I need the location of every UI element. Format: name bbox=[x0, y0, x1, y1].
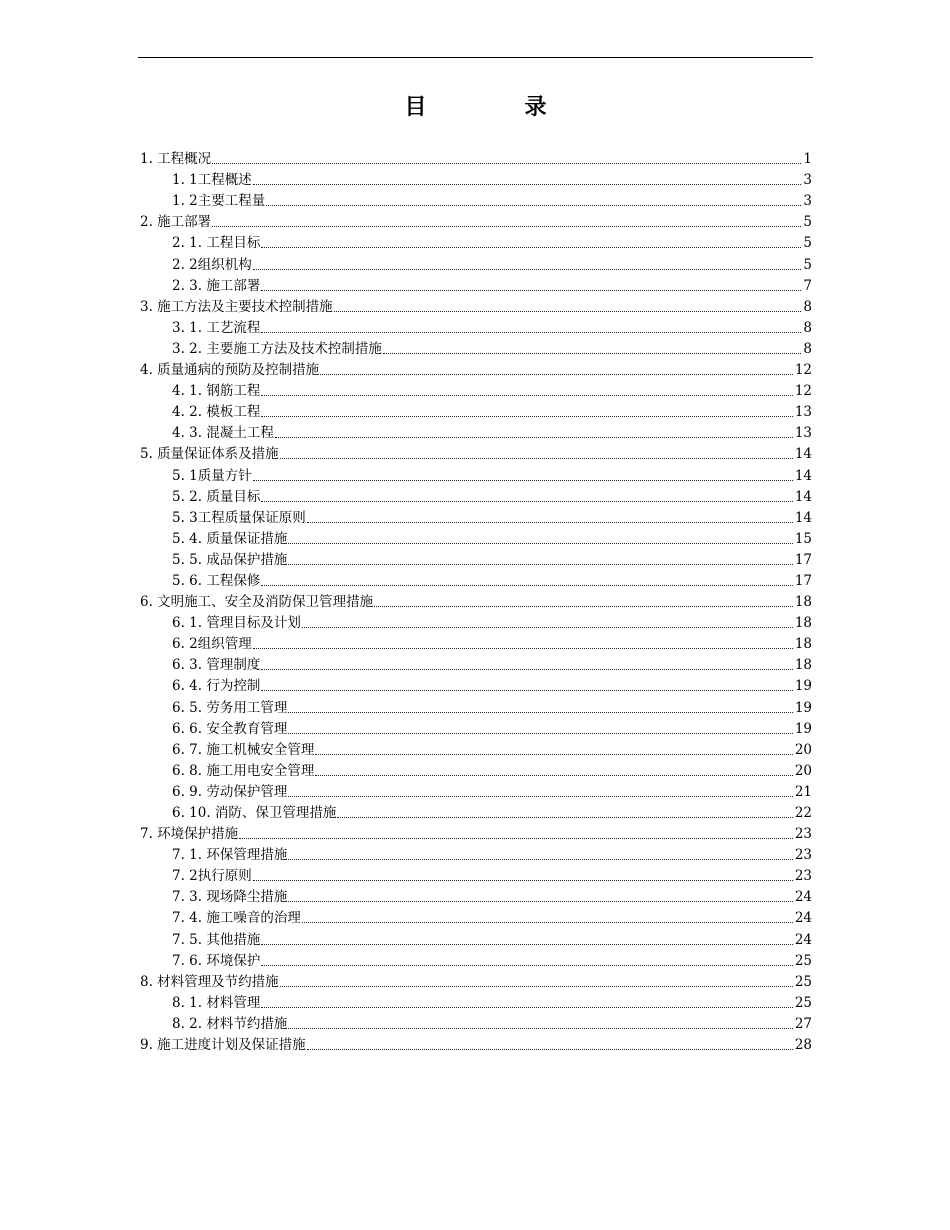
toc-entry-page-number: 13 bbox=[794, 404, 812, 421]
toc-entry[interactable] bbox=[140, 822, 812, 843]
toc-entry-label: 6. 5. 劳务用工管理 bbox=[172, 699, 288, 716]
toc-entry-label: 7. 4. 施工噪音的治理 bbox=[172, 910, 301, 927]
toc-dot-leader bbox=[266, 205, 801, 206]
toc-entry-page-number: 12 bbox=[794, 362, 812, 379]
toc-entry-label: 5. 5. 成品保护措施 bbox=[172, 551, 288, 568]
toc-entry-page-number: 23 bbox=[794, 868, 812, 885]
toc-entry[interactable] bbox=[140, 442, 812, 463]
toc-dot-leader bbox=[320, 374, 793, 375]
toc-entry-page-number: 14 bbox=[794, 467, 812, 484]
toc-entry[interactable] bbox=[140, 337, 812, 358]
toc-entry-page-number: 19 bbox=[794, 678, 812, 695]
toc-entry[interactable] bbox=[140, 864, 812, 885]
toc-entry-label: 6. 6. 安全教育管理 bbox=[172, 720, 288, 737]
toc-entry-page-number: 13 bbox=[794, 425, 812, 442]
toc-dot-leader bbox=[374, 606, 793, 607]
toc-dot-leader bbox=[261, 332, 801, 333]
toc-entry[interactable] bbox=[140, 717, 812, 738]
toc-dot-leader bbox=[280, 458, 793, 459]
toc-entry-label: 1. 2主要工程量 bbox=[172, 193, 266, 210]
toc-entry[interactable] bbox=[140, 590, 812, 611]
toc-entry-label: 8. 材料管理及节约措施 bbox=[140, 973, 279, 990]
toc-entry[interactable] bbox=[140, 231, 812, 252]
toc-entry-label: 1. 工程概况 bbox=[140, 151, 212, 168]
toc-entry-label: 5. 3工程质量保证原则 bbox=[172, 509, 306, 526]
toc-entry-page-number: 25 bbox=[794, 952, 812, 969]
toc-entry-page-number: 17 bbox=[794, 572, 812, 589]
toc-dot-leader bbox=[288, 712, 792, 713]
toc-entry-page-number: 14 bbox=[794, 509, 812, 526]
toc-entry-page-number: 3 bbox=[803, 193, 812, 210]
toc-entry[interactable] bbox=[140, 421, 812, 442]
toc-entry[interactable] bbox=[140, 210, 812, 231]
toc-entry[interactable] bbox=[140, 147, 812, 168]
toc-entry[interactable] bbox=[140, 780, 812, 801]
toc-entry-label: 5. 6. 工程保修 bbox=[172, 572, 261, 589]
toc-entry-label: 4. 质量通病的预防及控制措施 bbox=[140, 362, 320, 379]
toc-entry[interactable] bbox=[140, 1033, 812, 1054]
toc-entry-label: 6. 7. 施工机械安全管理 bbox=[172, 741, 315, 758]
toc-dot-leader bbox=[315, 754, 792, 755]
toc-dot-leader bbox=[288, 901, 792, 902]
toc-dot-leader bbox=[261, 290, 801, 291]
toc-dot-leader bbox=[288, 1028, 792, 1029]
toc-entry-page-number: 8 bbox=[803, 298, 812, 315]
toc-entry-label: 7. 2执行原则 bbox=[172, 868, 252, 885]
toc-entry[interactable] bbox=[140, 189, 812, 210]
toc-entry[interactable] bbox=[140, 759, 812, 780]
toc-dot-leader bbox=[261, 585, 792, 586]
toc-entry[interactable] bbox=[140, 927, 812, 948]
toc-entry-label: 2. 施工部署 bbox=[140, 214, 212, 231]
toc-entry[interactable] bbox=[140, 801, 812, 822]
toc-entry-page-number: 22 bbox=[794, 805, 812, 821]
table-of-contents bbox=[140, 147, 812, 1054]
toc-entry[interactable] bbox=[140, 885, 812, 906]
toc-entry[interactable] bbox=[140, 843, 812, 864]
toc-entry-label: 6. 2组织管理 bbox=[172, 636, 252, 653]
toc-entry-page-number: 18 bbox=[794, 594, 812, 611]
toc-entry-label: 7. 5. 其他措施 bbox=[172, 931, 261, 948]
toc-dot-leader bbox=[302, 922, 793, 923]
toc-entry[interactable] bbox=[140, 653, 812, 674]
toc-entry-page-number: 14 bbox=[794, 446, 812, 463]
toc-entry[interactable] bbox=[140, 379, 812, 400]
toc-entry[interactable] bbox=[140, 949, 812, 970]
toc-entry-page-number: 18 bbox=[794, 657, 812, 674]
toc-entry-label: 4. 1. 钢筋工程 bbox=[172, 383, 261, 400]
toc-entry[interactable] bbox=[140, 548, 812, 569]
toc-entry-page-number: 5 bbox=[803, 256, 812, 273]
toc-entry-label: 7. 环境保护措施 bbox=[140, 826, 239, 843]
toc-entry-page-number: 18 bbox=[794, 636, 812, 653]
toc-entry-label: 5. 2. 质量目标 bbox=[172, 488, 261, 505]
toc-entry-label: 7. 3. 现场降尘措施 bbox=[172, 889, 288, 906]
toc-entry-page-number: 5 bbox=[803, 235, 812, 252]
toc-entry-page-number: 24 bbox=[794, 910, 812, 927]
toc-dot-leader bbox=[302, 627, 793, 628]
toc-entry[interactable] bbox=[140, 970, 812, 991]
toc-entry-label: 4. 2. 模板工程 bbox=[172, 404, 261, 421]
toc-entry[interactable] bbox=[140, 358, 812, 379]
toc-entry[interactable] bbox=[140, 316, 812, 337]
toc-entry-page-number: 24 bbox=[794, 931, 812, 948]
toc-entry-page-number: 24 bbox=[794, 889, 812, 906]
toc-dot-leader bbox=[334, 311, 802, 312]
toc-dot-leader bbox=[261, 965, 792, 966]
toc-entry-page-number: 15 bbox=[794, 530, 812, 547]
toc-entry-page-number: 20 bbox=[794, 762, 812, 779]
toc-entry-label: 7. 6. 环境保护 bbox=[172, 952, 261, 969]
toc-entry-page-number: 28 bbox=[794, 1037, 812, 1054]
toc-entry-page-number: 19 bbox=[794, 720, 812, 737]
toc-dot-leader bbox=[253, 480, 793, 481]
page-title: 目 录 bbox=[404, 94, 585, 120]
toc-entry-label: 6. 文明施工、安全及消防保卫管理措施 bbox=[140, 594, 374, 611]
toc-entry-page-number: 23 bbox=[794, 847, 812, 864]
toc-entry[interactable] bbox=[140, 991, 812, 1012]
toc-dot-leader bbox=[261, 1007, 792, 1008]
toc-dot-leader bbox=[261, 944, 792, 945]
toc-entry-page-number: 12 bbox=[794, 383, 812, 400]
toc-entry-page-number: 19 bbox=[794, 699, 812, 716]
toc-entry[interactable] bbox=[140, 569, 812, 590]
toc-entry[interactable] bbox=[140, 463, 812, 484]
toc-entry-label: 2. 2组织机构 bbox=[172, 256, 252, 273]
toc-entry-page-number: 27 bbox=[794, 1015, 812, 1032]
toc-dot-leader bbox=[212, 226, 801, 227]
toc-entry[interactable] bbox=[140, 738, 812, 759]
toc-entry-label: 6. 4. 行为控制 bbox=[172, 678, 261, 695]
toc-entry-page-number: 25 bbox=[794, 994, 812, 1011]
toc-dot-leader bbox=[383, 353, 802, 354]
toc-dot-leader bbox=[253, 648, 793, 649]
toc-dot-leader bbox=[288, 733, 792, 734]
toc-entry-label: 4. 3. 混凝土工程 bbox=[172, 425, 274, 442]
toc-entry-page-number: 21 bbox=[794, 783, 812, 800]
toc-dot-leader bbox=[337, 817, 792, 818]
toc-dot-leader bbox=[307, 1049, 793, 1050]
toc-entry[interactable] bbox=[140, 485, 812, 506]
toc-entry-page-number: 8 bbox=[803, 340, 812, 357]
toc-entry-label: 5. 1质量方针 bbox=[172, 467, 252, 484]
toc-entry[interactable] bbox=[140, 168, 812, 189]
toc-dot-leader bbox=[288, 564, 792, 565]
toc-dot-leader bbox=[212, 163, 801, 164]
toc-entry-page-number: 23 bbox=[794, 826, 812, 843]
toc-entry-label: 6. 8. 施工用电安全管理 bbox=[172, 762, 315, 779]
toc-dot-leader bbox=[239, 838, 793, 839]
toc-dot-leader bbox=[253, 184, 802, 185]
toc-dot-leader bbox=[253, 880, 793, 881]
toc-entry-page-number: 3 bbox=[803, 172, 812, 189]
toc-entry[interactable] bbox=[140, 674, 812, 695]
toc-entry[interactable] bbox=[140, 611, 812, 632]
toc-dot-leader bbox=[261, 669, 792, 670]
toc-entry[interactable] bbox=[140, 695, 812, 716]
toc-dot-leader bbox=[253, 269, 802, 270]
header-rule bbox=[138, 57, 813, 58]
toc-entry[interactable] bbox=[140, 252, 812, 273]
toc-entry-label: 5. 4. 质量保证措施 bbox=[172, 530, 288, 547]
toc-dot-leader bbox=[261, 501, 792, 502]
toc-entry-page-number: 20 bbox=[794, 741, 812, 758]
toc-entry-label: 5. 质量保证体系及措施 bbox=[140, 446, 279, 463]
toc-entry-label: 1. 1工程概述 bbox=[172, 172, 252, 189]
toc-dot-leader bbox=[288, 859, 792, 860]
toc-entry[interactable] bbox=[140, 527, 812, 548]
toc-entry[interactable] bbox=[140, 1012, 812, 1033]
toc-entry-label: 6. 3. 管理制度 bbox=[172, 657, 261, 674]
toc-entry-page-number: 14 bbox=[794, 488, 812, 505]
toc-entry-label: 6. 9. 劳动保护管理 bbox=[172, 783, 288, 800]
toc-entry-page-number: 7 bbox=[803, 277, 812, 294]
toc-dot-leader bbox=[280, 986, 793, 987]
toc-entry-label: 8. 2. 材料节约措施 bbox=[172, 1015, 288, 1032]
toc-dot-leader bbox=[261, 690, 792, 691]
toc-entry-page-number: 25 bbox=[794, 973, 812, 990]
toc-entry-page-number: 17 bbox=[794, 551, 812, 568]
toc-dot-leader bbox=[261, 395, 792, 396]
toc-dot-leader bbox=[275, 437, 793, 438]
toc-entry[interactable] bbox=[140, 295, 812, 316]
toc-dot-leader bbox=[261, 416, 792, 417]
toc-entry-label: 2. 1. 工程目标 bbox=[172, 235, 261, 252]
toc-entry-label: 7. 1. 环保管理措施 bbox=[172, 847, 288, 864]
toc-dot-leader bbox=[288, 543, 792, 544]
toc-entry-label: 6. 1. 管理目标及计划 bbox=[172, 615, 301, 632]
toc-entry-page-number: 1 bbox=[803, 151, 812, 168]
toc-entry-label: 2. 3. 施工部署 bbox=[172, 277, 261, 294]
toc-dot-leader bbox=[307, 522, 793, 523]
toc-entry-label: 6. 10. 消防、保卫管理措施 bbox=[172, 805, 337, 821]
toc-entry[interactable] bbox=[140, 400, 812, 421]
toc-dot-leader bbox=[261, 247, 801, 248]
toc-entry[interactable] bbox=[140, 274, 812, 295]
toc-entry-page-number: 5 bbox=[803, 214, 812, 231]
toc-entry[interactable] bbox=[140, 632, 812, 653]
toc-entry-page-number: 8 bbox=[803, 319, 812, 336]
toc-entry-label: 9. 施工进度计划及保证措施 bbox=[140, 1037, 306, 1054]
toc-entry-label: 3. 2. 主要施工方法及技术控制措施 bbox=[172, 340, 382, 357]
toc-entry-label: 8. 1. 材料管理 bbox=[172, 994, 261, 1011]
toc-entry-label: 3. 施工方法及主要技术控制措施 bbox=[140, 298, 333, 315]
toc-dot-leader bbox=[288, 796, 792, 797]
toc-entry[interactable] bbox=[140, 506, 812, 527]
toc-entry-label: 3. 1. 工艺流程 bbox=[172, 319, 261, 336]
toc-dot-leader bbox=[315, 775, 792, 776]
toc-entry-page-number: 18 bbox=[794, 615, 812, 632]
toc-entry[interactable] bbox=[140, 906, 812, 927]
